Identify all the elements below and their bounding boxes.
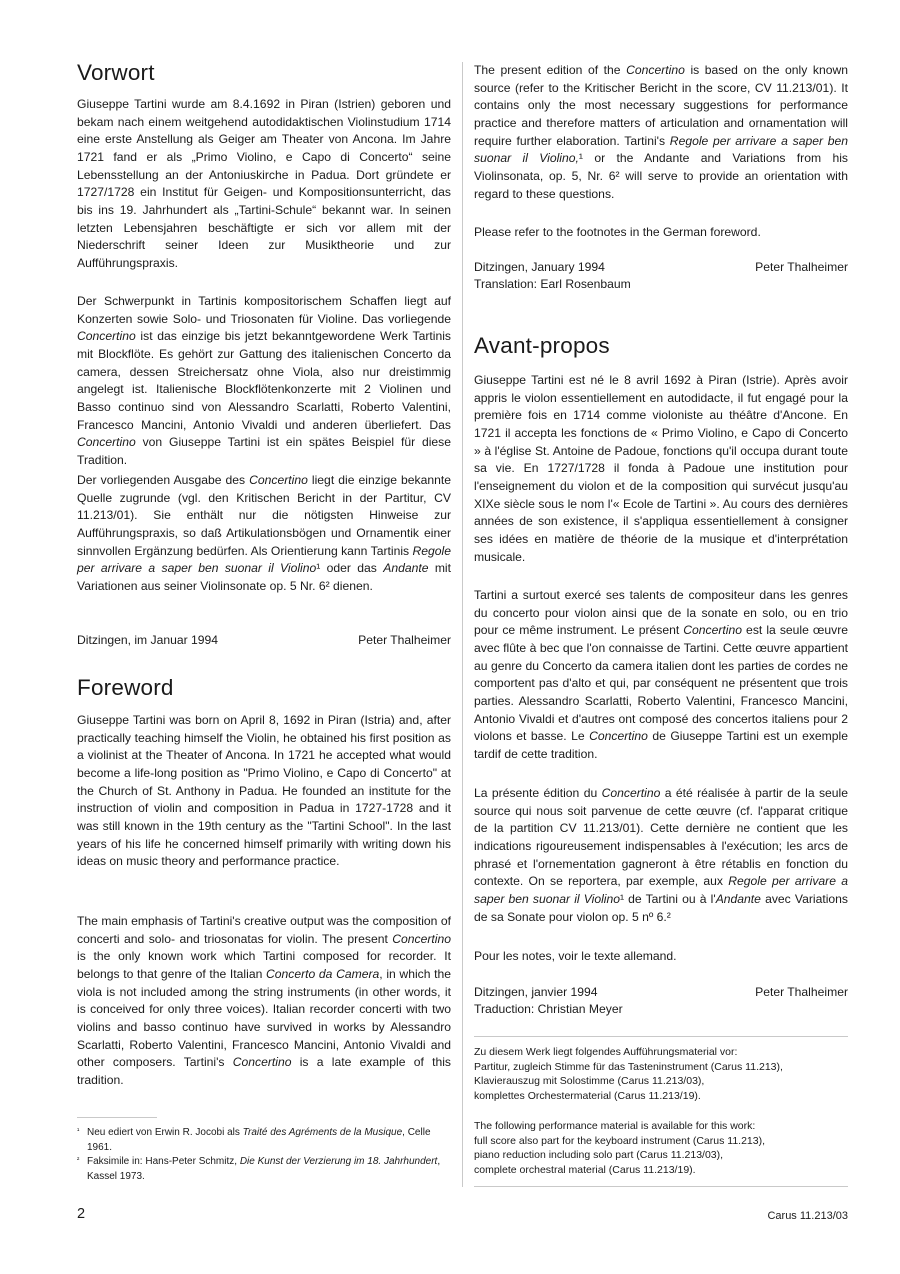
- avant-paragraph-3: La présente édition du Concertino a été réalisée à partir de la seule source qui nous soit parvenue de cette œuvre (cf. l'apparat critique de la partition CV 11.213/01). Cette dernière ne contient que les indications rigoureusement indispensables à l'exécution; les arcs de phrasé et l'ornementation gagneront à être rétablis en fonction du contexte. On se reportera, par exemple, aux Regole per arrivare a saper ben suonar il Violino¹ de Tartini ou à l'Andante avec Variations de sa Sonate pour violon op. 5 nº 6.²: [474, 786, 849, 924]
- foreword-translation: Translation: Earl Rosenbaum: [474, 277, 631, 291]
- performance-material-en: [474, 1119, 848, 1177]
- material-en-line: piano reduction including solo part (Carus 11.213/03),: [474, 1149, 724, 1162]
- foreword-heading: Foreword: [77, 675, 174, 700]
- vorwort-place-date: Ditzingen, im Januar 1994: [77, 633, 219, 647]
- avant-paragraph-2: Tartini a surtout exercé ses talents de compositeur dans les genres du concerto pour violon ainsi que de la sonate en solo, ou en trio pour ce même instrument. Le présent Concertino est la seule œuvre avec flûte à bec que l'on connaisse de Tartini. Cette œuvre appartient au genre du Concerto da camera italien dont les parties de cordes ne comportent pas d'alto et qui, par conséquent ne présentent que trois parties. Alessandro Scarlatti, Roberto Valentini, Francesco Mancini, Antonio Vivaldi et d'autres ont composé des concertos italiens pour 2 violons et basse. Le Concertino de Giuseppe Tartini est un exemple tardif de cette tradition.: [474, 588, 849, 761]
- avant-paragraph-1: Giuseppe Tartini est né le 8 avril 1692 à Piran (Istrie). Après avoir appris le violon essentiellement en autodidacte, il fut engagé pour la première fois en 1714 comme violoniste au théâtre d'Ancone. En 1721 il accepta les fonctions de « Primo Violino, e Capo di Concerto » à l'église St. Antoine de Padoue, fonctions qu'il occupa durant toute sa vie. En 1727/1728 il fonda à Padoue une institution pour l'enseignement du violon et de la composition qui survécut jusqu'au XIXe siècle sous le nom l'« Ecole de Tartini ». Au cours des dernières années de son existence, il s'appliqua essentiellement à consigner ses idées en matière de théorie de la musique et d'interprétation musicale.: [474, 373, 848, 564]
- material-en-line: full score also part for the keyboard instrument (Carus 11.213),: [474, 1134, 766, 1147]
- material-de-line: Klavierauszug mit Solostimme (Carus 11.213/03),: [474, 1075, 705, 1088]
- vorwort-signature: [77, 632, 451, 650]
- performance-material-de: [474, 1045, 848, 1103]
- avant-notes-reference: Pour les notes, voir le texte allemand.: [474, 949, 677, 963]
- footnote-rule: [77, 1117, 157, 1118]
- avant-signature: [474, 984, 848, 1002]
- foreword-paragraph-2: The main emphasis of Tartini's creative output was the composition of concerti and solo- and triosonatas for violin. The present Concertino is the only known work which Tartini composed for recorder. It belongs to that genre of the Italian Concerto da Camera, in which the viola is not included among the string instruments (in other words, it is conceived for only three voices). Italian recorder concerti with two violins and basso continuo have survived in works by Alessandro Scarlatti, Roberto Valentini, Francesco Mancini, Antonio Vivaldi and other composers. Tartini's Concertino is a late example of this tradition.: [77, 914, 452, 1087]
- vorwort-paragraph-1: Giuseppe Tartini wurde am 8.4.1692 in Piran (Istrien) geboren und bekam nach einem weitgehend autodidaktischen Violinstudium 1714 eine erste Anstellung als Geiger am Theater von Ancona. Im Jahre 1721 fand er als „Primo Violino, e Capo di Concerto“ seine Lebensstellung an der Antoniuskirche in Padua. Dort gründete er 1727/1728 ein Institut für Geigen- und Kompositionsunterricht, das bis ins 19. Jahrhundert als „Tartini-Schule“ bekannt war. In seinen letzten Lebensjahren beschäftigte er sich vor allem mit der Niederschrift seiner Ideen zur Musiktheorie und zur Aufführungspraxis.: [77, 97, 451, 270]
- material-en-line: complete orchestral material (Carus 11.213/19).: [474, 1163, 696, 1176]
- foreword-continuation-paragraph: The present edition of the Concertino is based on the only known source (refer to the Kritischer Bericht in the score, CV 11.213/01). It contains only the most necessary suggestions for performance practice and therefore matters of articulation and ornamentation will require further elaboration. Tartini's Regole per arrivare a saper ben suonar il Violino,¹ or the Andante and Variations from his Violinsonata, op. 5, Nr. 6² will serve to provide an orientation with regard to these questions.: [474, 63, 848, 201]
- footnote-1: ¹ Neu ediert von Erwin R. Jocobi als Traité des Agréments de la Musique, Celle 1961.: [77, 1127, 431, 1153]
- vorwort-heading: Vorwort: [77, 60, 155, 85]
- avant-place-date: Ditzingen, janvier 1994: [474, 985, 598, 999]
- avant-propos-heading: Avant-propos: [474, 333, 610, 358]
- catalog-code: Carus 11.213/03: [767, 1210, 848, 1222]
- material-de-line: Partitur, zugleich Stimme für das Tasteninstrument (Carus 11.213),: [474, 1060, 783, 1073]
- material-de-line: Zu diesem Werk liegt folgendes Aufführungsmaterial vor:: [474, 1046, 738, 1058]
- column-divider: [462, 62, 463, 1187]
- vorwort-paragraph-2: Der Schwerpunkt in Tartinis kompositorischem Schaffen liegt auf Konzerten sowie Solo- und Triosonaten für Violine. Das vorliegende Concertino ist das einzige bis jetzt bekanntgewordene Werk Tartinis mit Blockflöte. Es gehört zur Gattung des italienischen Concerto da camera, dessen Streichersatz ohne Viola, also nur dreistimmig angelegt ist. Italienische Blockflötenkonzerte mit 2 Violinen und Basso continuo sind von Alessandro Scarlatti, Roberto Valentini, Francesco Mancini, Antonio Vivaldi und anderen überliefert. Das Concertino von Giuseppe Tartini ist ein spätes Beispiel für diese Tradition.: [77, 294, 451, 467]
- material-de-line: komplettes Orchestermaterial (Carus 11.213/19).: [474, 1089, 701, 1102]
- foreword-signature: [474, 259, 848, 277]
- page-number: 2: [77, 1206, 86, 1222]
- foreword-paragraph-1: Giuseppe Tartini was born on April 8, 1692 in Piran (Istria) and, after practically teaching himself the Violin, he obtained his first position as a violinist at the Theater of Ancona. In 1721 he accepted what would become a life-long position as "Primo Violino, e Capo di Concerto" at the Church of St. Anthony in Padua. He founded an institute for the instruction of violin and composition in Padua in 1727-1728 and it was still known in the 19th century as the "Tartini School". In the last years of his life he concerned himself primarily with writing down his ideas on music theory and performance practice.: [77, 713, 451, 869]
- foreword-place-date: Ditzingen, January 1994: [474, 260, 605, 274]
- vorwort-paragraph-3: Der vorliegenden Ausgabe des Concertino liegt die einzige bekannte Quelle zugrunde (vgl. den Kritischen Bericht in der Partitur, CV 11.213/01). Sie enthält nur die nötigsten Hinweise zur Aufführungspraxis, so daß Artikulationsbögen und Ornamentik einer sinnvollen Ergänzung bedürfen. Als Orientierung kann Tartinis Regole per arrivare a saper ben suonar il Violino¹ oder das Andante mit Variationen aus seiner Violinsonate op. 5 Nr. 6² dienen.: [77, 473, 451, 593]
- avant-author: Peter Thalheimer: [755, 985, 848, 999]
- vorwort-author: Peter Thalheimer: [358, 633, 451, 647]
- foreword-author: Peter Thalheimer: [755, 260, 848, 274]
- foreword-footnote-note: Please refer to the footnotes in the German foreword.: [474, 225, 761, 239]
- avant-translation: Traduction: Christian Meyer: [474, 1002, 623, 1016]
- material-box-top-rule: [474, 1036, 848, 1037]
- material-en-line: The following performance material is available for this work:: [474, 1120, 756, 1132]
- material-box-bottom-rule: [474, 1186, 848, 1187]
- footnote-2: ² Faksimile in: Hans-Peter Schmitz, Die Kunst der Verzierung im 18. Jahrhundert, Kassel 1973.: [77, 1156, 441, 1182]
